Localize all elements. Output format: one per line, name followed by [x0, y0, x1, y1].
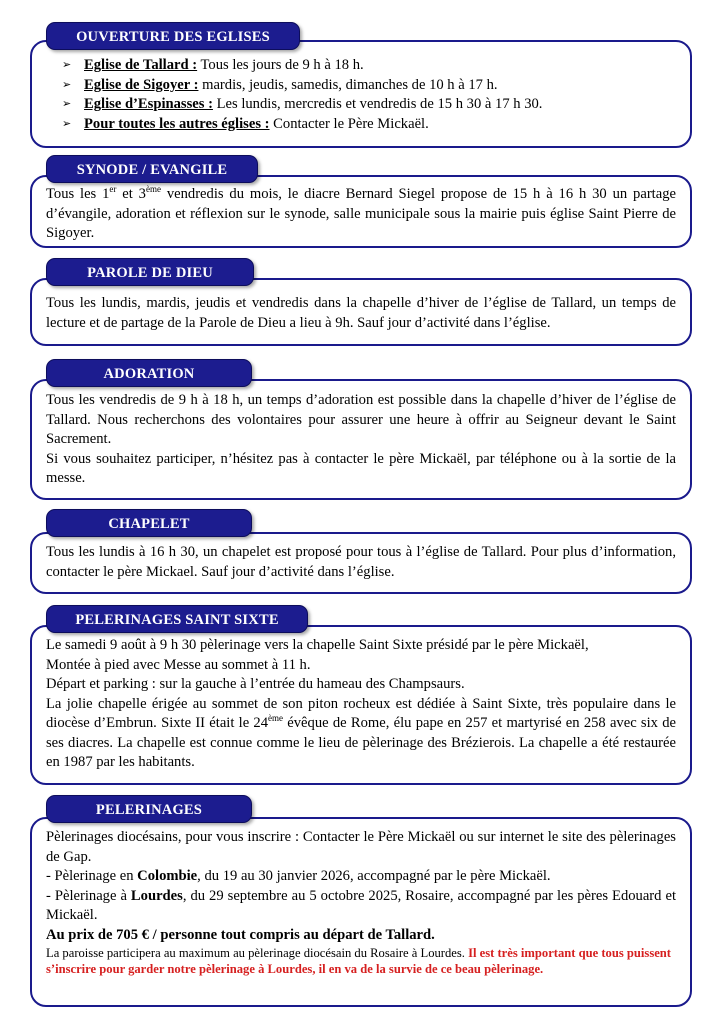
parole-text: Tous les lundis, mardis, jeudis et vendredis dans la chapelle d’hiver de l’église de Tallard, un temps de lecture et de partage de la Parole de Dieu a lieu à 9h. Sauf jour d’activité dans l’église. — [46, 295, 676, 331]
colombie-line: - Pèlerinage en Colombie, du 19 au 30 janvier 2026, accompagné par le père Mickaël. — [46, 868, 551, 884]
adoration-paragraph: Si vous souhaitez participer, n’hésitez pas à contacter le père Mickaël, par téléphone ou à la sortie de la messe. — [46, 450, 676, 486]
section-title: ADORATION — [46, 359, 252, 387]
section-box — [30, 278, 692, 346]
arrow-bullet-icon: ➢ — [62, 59, 72, 71]
sixte-line: Le samedi 9 août à 9 h 30 pèlerinage vers la chapelle Saint Sixte présidé par le père Mickaël, — [46, 637, 589, 653]
sixte-line: Départ et parking : sur la gauche à l’entrée du hameau des Champsaurs. — [46, 676, 465, 692]
section-parole — [30, 258, 692, 348]
section-pelerinages — [30, 795, 692, 1009]
section-synode — [30, 155, 692, 250]
list-item: ➢ Eglise de Tallard : Tous les jours de 9 h à 18 h. — [62, 56, 676, 76]
section-box — [30, 40, 692, 148]
section-saint-sixte — [30, 605, 692, 787]
section-box — [30, 532, 692, 594]
list-item: ➢ Eglise d’Espinasses : Les lundis, mercredis et vendredis de 15 h 30 à 17 h 30. — [62, 95, 676, 115]
section-title: SYNODE / EVANGILE — [46, 155, 258, 183]
section-title: PAROLE DE DIEU — [46, 258, 254, 286]
section-title: CHAPELET — [46, 509, 252, 537]
arrow-bullet-icon: ➢ — [62, 78, 72, 91]
section-chapelet — [30, 509, 692, 596]
section-title: PELERINAGES SAINT SIXTE — [46, 605, 308, 633]
opening-hours-list — [46, 56, 676, 134]
section-box — [30, 175, 692, 248]
section-box — [30, 817, 692, 1007]
arrow-bullet-icon: ➢ — [62, 98, 72, 110]
synode-text: Tous les 1er et 3ème vendredis du mois, le diacre Bernard Siegel propose de 15 h à 16 h 30 un partage d’évangile, adoration et réflexion sur le synode, salle municipale sous la mairie puis église Saint Pierre de Sigoyer. — [46, 184, 676, 241]
lourdes-line: - Pèlerinage à Lourdes, du 29 septembre au 5 octobre 2025, Rosaire, accompagné par les pères Edouard et Mickaël. — [46, 887, 676, 923]
list-item: ➢ Eglise de Sigoyer : mardis, jeudis, samedis, dimanches de 10 h à 17 h. — [62, 76, 676, 96]
sixte-line: Montée à pied avec Messe au sommet à 11 h. — [46, 656, 311, 673]
list-item: ➢ Pour toutes les autres églises : Contacter le Père Mickaël. — [62, 115, 676, 135]
section-title: PELERINAGES — [46, 795, 252, 823]
section-ouverture — [30, 22, 692, 150]
note-paragraph: La paroisse participera au maximum au pèlerinage diocésain du Rosaire à Lourdes. Il est très important que tous puissent s’inscrire pour garder notre pèlerinage à Lourdes, il en va de la survie de ce beau pèlerinage. — [46, 946, 672, 976]
section-box — [30, 625, 692, 785]
section-adoration — [30, 359, 692, 502]
arrow-bullet-icon: ➢ — [62, 117, 72, 130]
adoration-paragraph: Tous les vendredis de 9 h à 18 h, un temps d’adoration est possible dans la chapelle d’hiver de l’église de Tallard. Nous recherchons des volontaires pour assurer une heure à offrir au Seigneur devant le Saint Sacrement. — [46, 392, 676, 447]
price-line: Au prix de 705 € / personne tout compris au départ de Tallard. — [46, 926, 435, 943]
section-title: OUVERTURE DES EGLISES — [46, 22, 300, 50]
section-box — [30, 379, 692, 500]
pelerinages-intro: Pèlerinages diocésains, pour vous inscrire : Contacter le Père Mickaël ou sur internet le site des pèlerinages de Gap. — [46, 829, 676, 865]
chapelet-text: Tous les lundis à 16 h 30, un chapelet est proposé pour tous à l’église de Tallard. Pour plus d’information, contacter le père Mickael. Sauf jour d’activité dans l’église. — [46, 544, 676, 580]
sixte-paragraph: La jolie chapelle érigée au sommet de son piton rocheux est dédiée à Saint Sixte, très populaire dans le diocèse d’Embrun. Sixte II était le 24ème évêque de Rome, élu pape en 257 et martyrisé en 258 avec six de ses diacres. La chapelle est connue comme le lieu de pèlerinage des Brézierois. La chapelle a été restaurée en 1987 par les habitants. — [46, 695, 676, 770]
